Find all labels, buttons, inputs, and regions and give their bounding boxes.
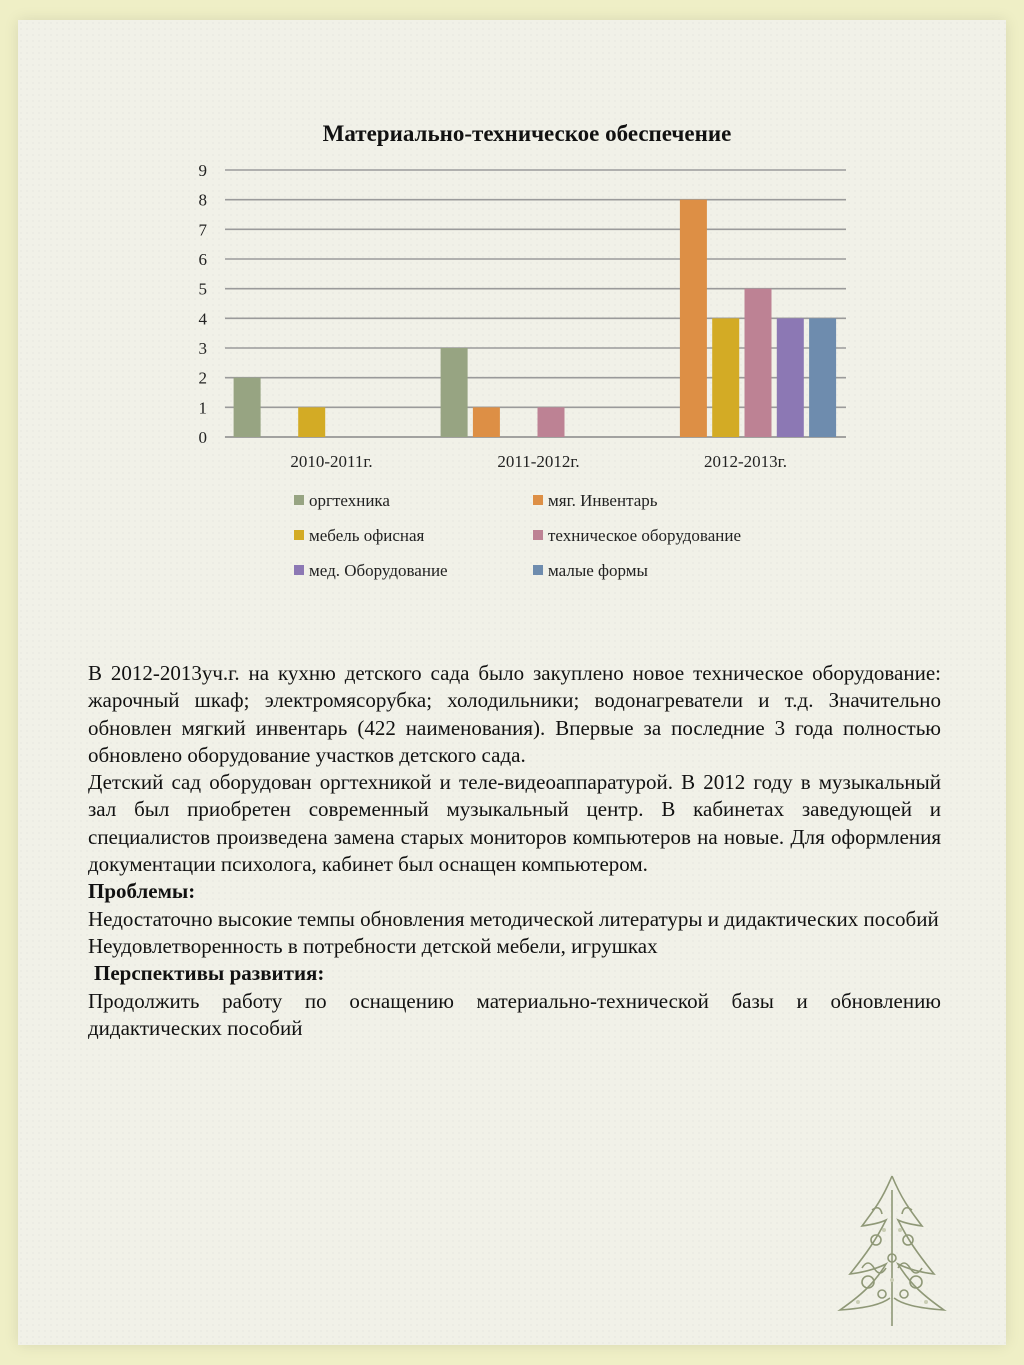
legend-label-2: мебель офисная (309, 526, 425, 545)
chart-container (0, 0, 1024, 620)
x-tick-label-0: 2010-2011г. (290, 452, 373, 471)
x-tick-label-1: 2011-2012г. (497, 452, 580, 471)
y-tick-label-4: 4 (198, 309, 207, 329)
y-tick-label-9: 9 (198, 161, 207, 180)
paragraph-office-equipment: Детский сад оборудован оргтехникой и теле-видеоаппаратурой. В 2012 году в музыкальный зал был приобретен современный музыкальный центр. В кабинетах заведующей и специалистов произведена замена старых мониторов компьютеров на новые. Для оформления документации психолога, кабинет был оснащен компьютером. (88, 770, 941, 877)
bar-1-3 (538, 407, 565, 437)
legend-label-4: мед. Оборудование (309, 561, 448, 580)
legend-label-5: малые формы (548, 561, 648, 580)
chart-title: Материально-техническое обеспечение (322, 121, 732, 146)
legend-swatch-1 (533, 495, 543, 505)
bar-2-1 (680, 200, 707, 437)
legend-swatch-3 (533, 530, 543, 540)
bar-1-0 (441, 348, 468, 437)
bar-2-5 (809, 318, 836, 437)
legend-swatch-0 (294, 495, 304, 505)
problems-heading: Проблемы: (88, 879, 196, 904)
bar-2-4 (777, 318, 804, 437)
y-tick-label-5: 5 (198, 279, 207, 299)
y-tick-label-6: 6 (198, 250, 207, 269)
legend-swatch-2 (294, 530, 304, 540)
x-tick-label-2: 2012-2013г. (704, 452, 787, 471)
y-tick-label-7: 7 (198, 220, 207, 240)
bar-0-0 (234, 378, 261, 437)
ornamental-tree-icon (832, 1170, 952, 1330)
bar-0-2 (298, 407, 325, 437)
bar-2-3 (745, 289, 772, 437)
legend-label-0: оргтехника (309, 491, 390, 510)
problem-item-2: Неудовлетворенность в потребности детской мебели, игрушках (88, 933, 658, 958)
perspectives-heading: Перспективы развития: (94, 961, 325, 986)
paragraph-kitchen-equipment: В 2012-2013уч.г. на кухню детского сада было закуплено новое техническое оборудование: жарочный шкаф; электромясорубка; холодильники; водонагреватели и т.д. Значительно обновлен мягкий инвентарь (422 наименования). Впервые за последние 3 года полностью обновлено оборудование участков детского сада. (88, 661, 941, 767)
y-tick-label-3: 3 (198, 339, 207, 358)
problem-item-1: Недостаточно высокие темпы обновления методической литературы и дидактических пособий (88, 906, 939, 931)
legend-label-1: мяг. Инвентарь (548, 491, 658, 510)
y-tick-label-1: 1 (198, 398, 207, 418)
y-tick-label-2: 2 (198, 368, 207, 388)
y-tick-label-0: 0 (198, 428, 207, 447)
bar-2-2 (712, 318, 739, 437)
legend-label-3: техническое оборудование (548, 526, 742, 545)
y-tick-label-8: 8 (198, 190, 207, 210)
text-block (88, 660, 941, 1042)
legend-swatch-4 (294, 565, 304, 575)
perspective-item-1: Продолжить работу по оснащению материально-технической базы и обновлению дидактических пособий (88, 988, 941, 1040)
bar-chart (0, 0, 1024, 620)
legend-swatch-5 (533, 565, 543, 575)
bar-1-1 (473, 407, 500, 437)
